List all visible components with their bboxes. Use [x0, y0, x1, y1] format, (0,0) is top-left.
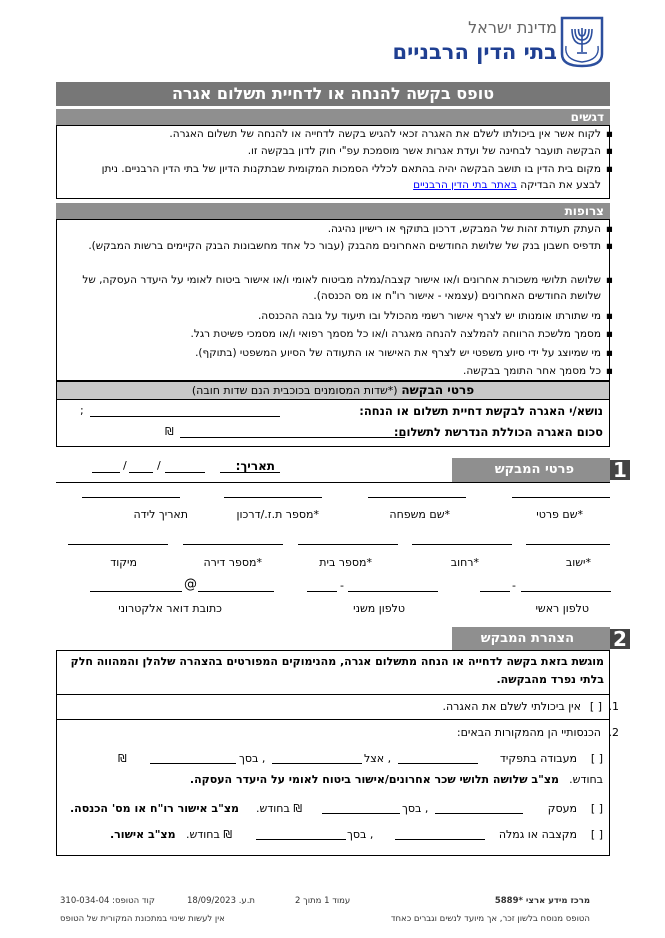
secondary-phone-prefix-field[interactable]: [307, 591, 337, 592]
zip-label: מיקוד: [110, 556, 137, 569]
org-name: בתי הדין הרבניים: [392, 40, 557, 64]
dash: -: [340, 579, 344, 592]
email-label: כתובת דואר אלקטרוני: [118, 602, 222, 615]
attachments-item: ▪ כל מסמך אחר התומך בבקשה.: [81, 363, 601, 379]
declaration-intro: מוגשת בזאת בקשה לדחייה או הנחה מתשלום אגרה, מהנימוקים המפורטים בהצהרה שלהלן והמהווה חלק בלתי נפרד מהבקשה.: [70, 655, 604, 686]
birth-date-field[interactable]: [82, 497, 180, 498]
house-number-field[interactable]: [298, 544, 398, 545]
gender-note: הטופס מנוסח בלשון זכר, אך מיועד לנשים וגברים כאחד: [390, 914, 590, 924]
emphases-heading: דגשים: [56, 109, 610, 125]
currency-symbol: ₪: [118, 752, 127, 765]
at-sign: @: [184, 577, 197, 592]
attachments-item: ▪ שלושה תלושי משכורת אחרונים ו/או אישור קצבה/גמלה מביטוח לאומי ו/או אישור ביטוח לאומי על היעדר העסקה, של שלושת החודשים האחרונים (עצמאי - אישור רו"ח או מס הכנסה).: [81, 272, 601, 304]
email-user-field[interactable]: [90, 591, 182, 592]
pension-amount-field[interactable]: [256, 839, 346, 840]
item2-number: 2.: [608, 726, 619, 739]
info-center: מרכז מידע ארצי *5889: [494, 896, 590, 906]
section1-title: פרטי המבקש: [452, 458, 610, 482]
business-label: מעסק: [547, 802, 577, 815]
date-sep: /: [157, 459, 161, 472]
request-heading-bar: [56, 381, 610, 400]
email-domain-field[interactable]: [198, 591, 274, 592]
section2-title: הצהרת המבקש: [452, 627, 610, 651]
id-field[interactable]: [224, 497, 322, 498]
apartment-field[interactable]: [183, 544, 283, 545]
attachments-item: ▪ מי שתורתו אומנותו יש לצרף אישור רשמי מהכולל ובו תיעוד על גובה ההכנסה.: [81, 308, 601, 324]
business-amount-field[interactable]: [322, 813, 400, 814]
item2-text: הכנסותיי הן מהמקורות הבאים:: [456, 726, 601, 739]
fee-subject-field[interactable]: [90, 416, 280, 417]
secondary-phone-label: טלפון משני: [353, 602, 405, 615]
last-name-field[interactable]: [368, 497, 466, 498]
attachments-heading: צרופות: [56, 203, 610, 219]
zip-field[interactable]: [68, 544, 168, 545]
attachments-item: ▪ תדפיס חשבון בנק של שלושת החודשים האחרונים מהבנק (עבור כל אחד מחשבונות הבנק הקיימים ברשות המבקש).: [81, 238, 601, 254]
revision-date: ת.ע. 18/09/2023: [187, 896, 256, 906]
page-number: עמוד 1 מתוך 2: [295, 896, 351, 906]
request-heading: פרטי הבקשה: [401, 383, 475, 397]
first-name-field[interactable]: [512, 497, 610, 498]
pension-note: מצ"ב אישור.: [110, 828, 176, 841]
item1-checkbox[interactable]: [ ]: [589, 700, 602, 713]
pension-checkbox[interactable]: [ ]: [590, 828, 603, 841]
attachments-item: ▪ העתק תעודת זהות של המבקש, דרכון בתוקף או רישיון נהיגה.: [81, 221, 601, 237]
city-label: *ישוב: [565, 556, 591, 569]
date-month-field[interactable]: [165, 472, 205, 473]
employment-checkbox[interactable]: [ ]: [590, 752, 603, 765]
date-day-field[interactable]: [129, 472, 153, 473]
fee-subject-label: נושא/י האגרה לבקשת דחיית תשלום או הנחה:: [359, 404, 603, 418]
emphases-item: ▪ הבקשה תועבר לבחינה של ועדת אגרות אשר מוסמכת עפ"י חוק לדון בבקשה זו.: [81, 143, 601, 159]
street-field[interactable]: [412, 544, 512, 545]
section1-number: 1: [610, 460, 630, 480]
change-note: אין לעשות שינוי במתכונת המקורית של הטופס: [60, 914, 225, 924]
business-name-field[interactable]: [435, 813, 523, 814]
business-note: מצ"ב אישור רו"ח או מס' הכנסה.: [70, 802, 239, 815]
employment-note: מצ"ב שלושה תלושי שכר אחרונים/אישור ביטוח לאומי על היעדר העסקה.: [189, 773, 559, 786]
employment-role-field[interactable]: [398, 763, 478, 764]
birth-date-label: תאריך לידה: [133, 508, 188, 521]
declaration-divider: [56, 694, 610, 695]
employment-sum-label: , בסך: [239, 752, 266, 765]
first-name-label: *שם פרטי: [536, 508, 583, 521]
fee-amount-label: סכום האגרה הכוללת הנדרשת לתשלום:: [393, 425, 603, 439]
business-currency: ₪ בחודש.: [256, 802, 302, 815]
house-number-label: *מספר בית: [319, 556, 372, 569]
form-title: טופס בקשה להנחה או לדחיית תשלום אגרה: [56, 82, 610, 106]
section1-rule: [56, 482, 610, 483]
date-label: תאריך:: [235, 459, 275, 473]
emphases-item: ▪ לקוח אשר אין ביכולתו לשלם את האגרה זכאי להגיש בקשה לדחייה או להנחה של תשלום האגרה.: [81, 126, 601, 142]
rabbinical-courts-link[interactable]: באתר בתי הדין הרבניים: [413, 179, 517, 191]
currency-symbol: ₪: [165, 425, 174, 438]
city-field[interactable]: [526, 544, 610, 545]
state-emblem: [560, 16, 604, 68]
fee-amount-field[interactable]: [180, 437, 405, 438]
business-sum-label: , בסך: [402, 802, 429, 815]
form-code: קוד הטופס: 310-034-04: [60, 896, 155, 906]
attachments-item: ▪ מסמך מלשכת הרווחה להמלצה להנחה מאגרה ו/או כל מסמך רפואי ו/או מסמכי פשיטת רגל.: [81, 326, 601, 342]
section2-number: 2: [610, 629, 630, 649]
apartment-label: *מספר דירה: [203, 556, 262, 569]
declaration-divider: [56, 719, 610, 720]
item1-number: 1.: [608, 700, 619, 713]
pension-type-field[interactable]: [395, 839, 485, 840]
pension-currency: ₪ בחודש.: [186, 828, 232, 841]
secondary-phone-field[interactable]: [348, 591, 438, 592]
id-label: *מספר ת.ז./דרכון: [236, 508, 319, 521]
attachments-item: ▪ מי שמיוצג על ידי סיוע משפטי יש לצרף את האישור או התעודה של הסיוע המשפטי (בתוקף).: [81, 345, 601, 361]
date-extra-field[interactable]: [92, 472, 120, 473]
street-label: *רחוב: [450, 556, 479, 569]
main-phone-field[interactable]: [521, 591, 611, 592]
main-phone-label: טלפון ראשי: [535, 602, 589, 615]
emphases-item: ▪ מקום בית הדין בו תושב הבקשה יהיה בהתאם לכללי הסמכות המקומית שבתקנות הדיון של בתי הדין הרבניים. ניתן לבצע את הבדיקה באתר בתי הדין הרבניים: [81, 161, 601, 193]
main-phone-prefix-field[interactable]: [480, 591, 510, 592]
employment-label: מעבודה בתפקיד: [499, 752, 577, 765]
date-sep: /: [123, 459, 127, 472]
pension-label: מקצבה או גמלה: [498, 828, 577, 841]
employment-at: , אצל: [364, 752, 392, 765]
dash: -: [512, 579, 516, 592]
business-checkbox[interactable]: [ ]: [590, 802, 603, 815]
pension-sum-label: , בסך: [347, 828, 374, 841]
required-note: (*שדות המסומנים בכוכבית הנם שדות חובה): [191, 384, 398, 397]
semicolon: ;: [80, 404, 84, 417]
date-year-field[interactable]: [220, 472, 280, 473]
last-name-label: *שם משפחה: [389, 508, 450, 521]
item1-text: אין ביכולתי לשלם את האגרה.: [442, 700, 581, 713]
employment-amount-field[interactable]: [150, 763, 236, 764]
state-name: מדינת ישראל: [468, 18, 557, 37]
monthly-label: בחודש.: [569, 773, 603, 786]
employment-employer-field[interactable]: [272, 763, 362, 764]
